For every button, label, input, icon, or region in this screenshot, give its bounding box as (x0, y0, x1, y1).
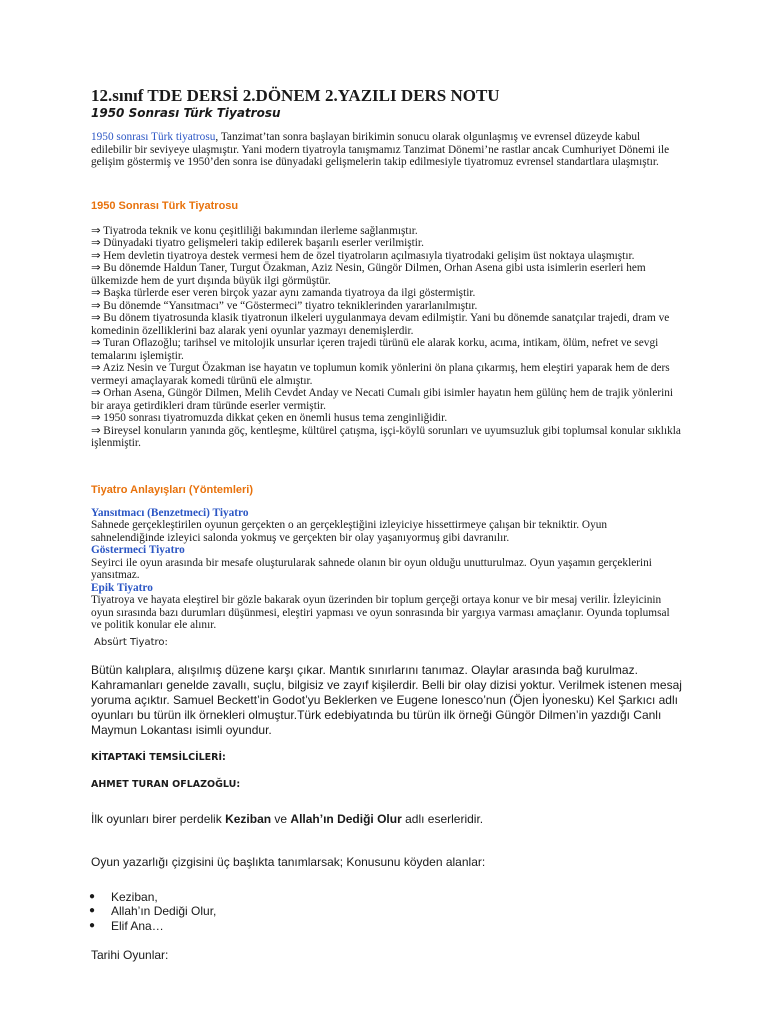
list-item: ⇒ Bu dönem tiyatrosunda klasik tiyatronun ilkeleri uygulanmaya devam edilmiştir. Yani bu dönemde sanatçılar trajedi, dram ve komedinin özelliklerini baz alarak yeni oyunlar yazmayı denemişlerdir. (91, 312, 670, 337)
author-heading: AHMET TURAN OFLAZOĞLU: (91, 778, 241, 790)
play-title-keziban: Keziban (225, 811, 272, 826)
first-plays-post: adlı eserleridir. (401, 811, 484, 826)
play-title-allahin-dedigi-olur: Allah’ın Dediği Olur (290, 811, 402, 826)
intro-paragraph (91, 131, 683, 169)
method-body-gostermeci: Seyirci ile oyun arasında bir mesafe oluşturularak sahnede olanın bir oyun olduğu unutturulmaz. Oyun yaşamın gerçeklerini yansıtmaz. (91, 556, 652, 581)
list-item: ⇒ Orhan Asena, Güngör Dilmen, Melih Cevdet Anday ve Necati Cumalı gibi isimler hayatın hem gülünç hem de trajik yönlerini bir araya getirdikleri dram türünde eserler vermiştir. (91, 387, 674, 412)
list-item (91, 919, 683, 934)
document-subtitle: 1950 Sonrası Türk Tiyatrosu (91, 106, 281, 120)
method-title-yansitmaci: Yansıtmacı (Benzetmeci) Tiyatro (91, 506, 249, 519)
list-item: ⇒ Dünyadaki tiyatro gelişmeleri takip edilerek başarılı eserler verilmiştir. (91, 237, 424, 249)
absurt-body: Bütün kalıplara, alışılmış düzene karşı çıkar. Mantık sınırlarını tanımaz. Olaylar arasında bağ kurulmaz. Kahramanları genelde zavallı, suçlu, bilgisiz ve zayıf kişilerdir. Belli bir olay dizisi yoktur. Verilmek istenen mesaj yoruma açıktır. Samuel Beckett’in Godot’yu Beklerken ve Eugene Ionesco’nun (Öjen İyonesku) Kel Şarkıcı adlı oyunları bu türün ilk örnekleri olmuştur.Türk edebiyatında bu türün ilk örneği Güngör Dilmen’in yazdığı Canlı Maymun Lokantası isimli oyundur. (91, 662, 682, 737)
bullet-icon: ● (89, 919, 96, 931)
first-plays-paragraph (91, 812, 683, 827)
list-item: ⇒ Bu dönemde Haldun Taner, Turgut Özakman, Aziz Nesin, Güngör Dilmen, Orhan Asena gibi usta isimlerin eserleri hem ülkemizde hem de yurt dışında büyük ilgi görmüştür. (91, 262, 646, 287)
method-title-epik: Epik Tiyatro (91, 581, 153, 594)
intro-link[interactable]: 1950 sonrası Türk tiyatrosu (91, 131, 216, 143)
first-plays-mid: ve (271, 811, 291, 826)
list-item: ⇒ 1950 sonrası tiyatromuzda dikkat çeken en önemli husus tema zenginliğidir. (91, 412, 448, 424)
list-item (91, 904, 683, 919)
classification-paragraph: Oyun yazarlığı çizgisini üç başlıkta tanımlarsak; Konusunu köyden alanlar: (91, 854, 486, 869)
features-list (91, 225, 683, 450)
list-item: ⇒ Tiyatroda teknik ve konu çeşitliliği bakımından ilerleme sağlanmıştır. (91, 224, 418, 237)
bullet-icon: ● (89, 905, 96, 916)
list-item: ⇒ Bu dönemde “Yansıtmacı” ve “Göstermeci” tiyatro tekniklerinden yararlanılmıştır. (91, 299, 478, 312)
method-body-epik: Tiyatroya ve hayata eleştirel bir gözle bakarak oyun üzerinden bir toplum gerçeği ortaya konur ve bir mesaj verilir. İzleyicinin oyun sırasında bazı durumları düşünmesi, eleştiri yapması ve oyun sonrasında bir yargıya varması amaçlanır. Oyunda toplumsal ve politik konular ele alınır. (91, 594, 670, 631)
village-plays-list (91, 890, 683, 934)
method-body-yansitmaci: Sahnede gerçekleştirilen oyunun gerçekten o an gerçekleştiğini izleyiciye hissettirmeye çalışan bir tekniktir. Oyun sahnelendiğinde izleyici salonda yokmuş ve gerçekten bir olay yaşanıyormuş gibi davranılır. (91, 519, 608, 544)
document-title: 12.sınıf TDE DERSİ 2.DÖNEM 2.YAZILI DERS NOTU (91, 86, 500, 105)
list-item: ⇒ Aziz Nesin ve Turgut Özakman ise hayatın ve toplumun komik yönlerini ön plana çıkarmış, hem eleştiri yaparak hem de ders vermeyi amaçlayarak komedi türünü ele almıştır. (91, 362, 670, 387)
list-item-text: Elif Ana… (111, 918, 164, 933)
historical-plays-heading: Tarihi Oyunlar: (91, 948, 169, 962)
section-heading-methods: Tiyatro Anlayışları (Yöntemleri) (91, 483, 253, 496)
document-page (91, 86, 683, 963)
method-title-gostermeci: Göstermeci Tiyatro (91, 544, 185, 556)
list-item (91, 890, 683, 905)
representatives-heading: KİTAPTAKİ TEMSİLCİLERİ: (91, 751, 226, 763)
list-item-text: Allah’ın Dediği Olur, (111, 904, 217, 918)
absurt-title: Absürt Tiyatro: (94, 636, 168, 648)
list-item-text: Keziban, (111, 889, 158, 904)
intro-text: , Tanzimat’tan sonra başlayan birikimin sonucu olarak olgunlaşmış ve evrensel düzeyde kabul edilebilir bir seviyeye ulaşmıştır. Yani modern tiyatroyla tanışmamız Tanzimat Dönemi’ne rastlar ancak Cumhuriyet Dönemi ile gelişim göstermiş ve 1950’den sonra ise dünyadaki gelişmelerin takip edilmesiyle tiyatromuz evrensel standartlara ulaşmıştır. (91, 131, 670, 168)
first-plays-pre: İlk oyunları birer perdelik (91, 811, 226, 826)
list-item: ⇒ Hem devletin tiyatroya destek vermesi hem de özel tiyatroların açılmasıyla tiyatrodaki gelişim üst noktaya ulaşmıştır. (91, 249, 635, 262)
bullet-icon: ● (89, 890, 96, 902)
list-item: ⇒ Bireysel konuların yanında göç, kentleşme, kültürel çatışma, işçi-köylü sorunları ve uyumsuzluk gibi toplumsal konular sıklıkla işlenmiştir. (91, 424, 681, 449)
section-heading-1950: 1950 Sonrası Türk Tiyatrosu (91, 199, 239, 212)
list-item: ⇒ Turan Oflazoğlu; tarihsel ve mitolojik unsurlar içeren trajedi türünü ele alarak korku, acıma, intikam, ölüm, nefret ve sevgi temalarını işlemiştir. (91, 337, 659, 362)
list-item: ⇒ Başka türlerde eser veren birçok yazar aynı zamanda tiyatroya da ilgi göstermiştir. (91, 287, 476, 299)
